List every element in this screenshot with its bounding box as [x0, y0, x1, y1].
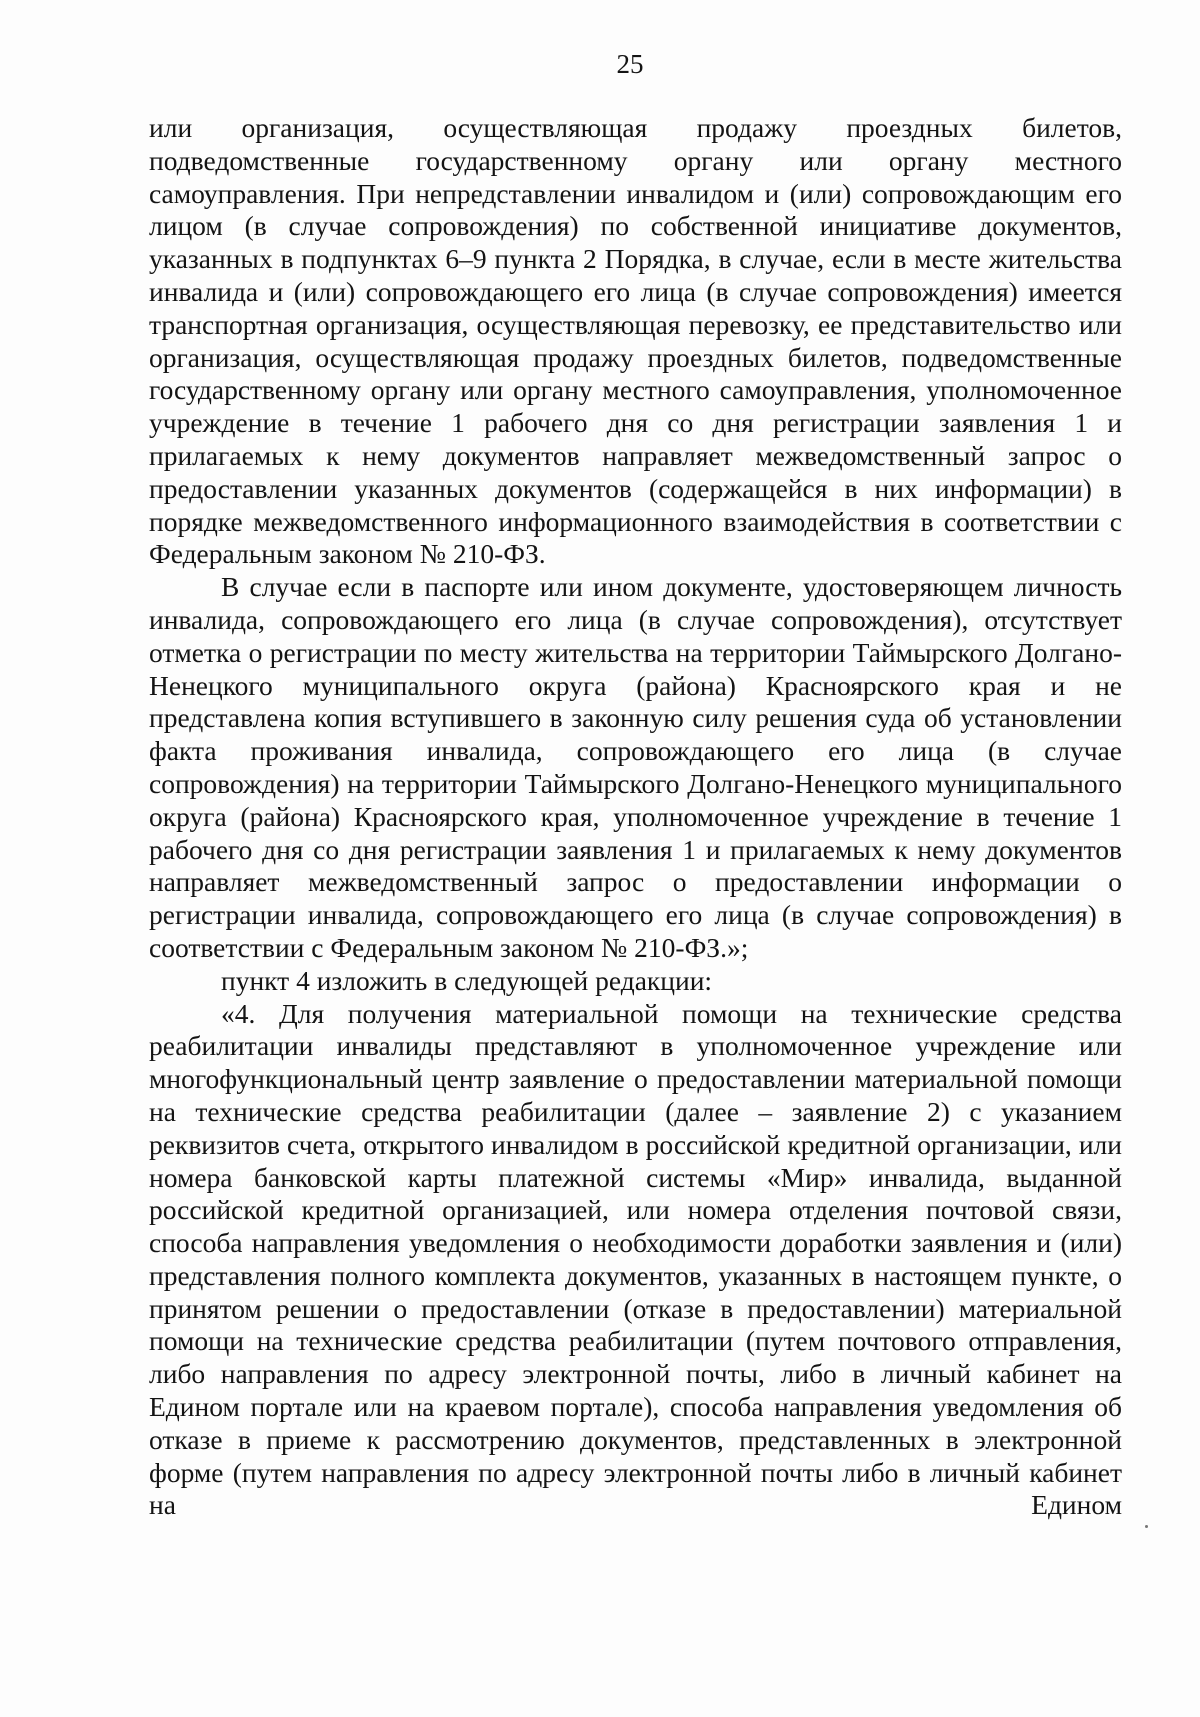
- scan-speck: [1145, 1525, 1148, 1528]
- paragraph-continuation: или организация, осуществляющая продажу проездных билетов, подведомственные государственному органу или органу местного самоуправления. При непредставлении инвалидом и (или) сопровождающим его лицом (в случае сопровождения) по собственной инициативе документов, указанных в подпунктах 6–9 пункта 2 Порядка, в случае, если в месте жительства инвалида и (или) сопровождающего его лица (в случае сопровождения) имеется транспортная организация, осуществляющая перевозку, ее представительство или организация, осуществляющая продажу проездных билетов, подведомственные государственному органу или органу местного самоуправления, уполномоченное учреждение в течение 1 рабочего дня со дня регистрации заявления 1 и прилагаемых к нему документов направляет межведомственный запрос о предоставлении указанных документов (содержащейся в них информации) в порядке межведомственного информационного взаимодействия в соответствии с Федеральным законом № 210-ФЗ.: [149, 112, 1122, 570]
- document-body: [149, 112, 1122, 1522]
- paragraph-point4-amendment: пункт 4 изложить в следующей редакции:: [221, 964, 713, 996]
- paragraph-point4-text: «4. Для получения материальной помощи на технические средства реабилитации инвалиды представляют в уполномоченное учреждение или многофункциональный центр заявление о предоставлении материальной помощи на технические средства реабилитации (далее – заявление 2) с указанием реквизитов счета, открытого инвалидом в российской кредитной организации, или номера банковской карты платежной системы «Мир» инвалида, выданной российской кредитной организацией, или номера отделения почтовой связи, способа направления уведомления о необходимости доработки заявления и (или) представления полного комплекта документов, указанных в настоящем пункте, о принятом решении о предоставлении (отказе в предоставлении) материальной помощи на технические средства реабилитации (путем почтового отправления, либо направления по адресу электронной почты, либо в личный кабинет на Едином портале или на краевом портале), способа направления уведомления об отказе в приеме к рассмотрению документов, представленных в электронной форме (путем направления по адресу электронной почты либо в личный кабинет на Едином: [149, 997, 1122, 1521]
- paragraph-registration-check: В случае если в паспорте или ином документе, удостоверяющем личность инвалида, сопровождающего его лица (в случае сопровождения), отсутствует отметка о регистрации по месту жительства на территории Таймырского Долгано-Ненецкого муниципального округа (района) Красноярского края и не представлена копия вступившего в законную силу решения суда об установлении факта проживания инвалида, сопровождающего его лица (в случае сопровождения) на территории Таймырского Долгано-Ненецкого муниципального округа (района) Красноярского края, уполномоченное учреждение в течение 1 рабочего дня со дня регистрации заявления 1 и прилагаемых к нему документов направляет межведомственный запрос о предоставлении информации о регистрации инвалида, сопровождающего его лица (в случае сопровождения) в соответствии с Федеральным законом № 210-ФЗ.»;: [149, 571, 1122, 963]
- page-number: 25: [616, 49, 644, 79]
